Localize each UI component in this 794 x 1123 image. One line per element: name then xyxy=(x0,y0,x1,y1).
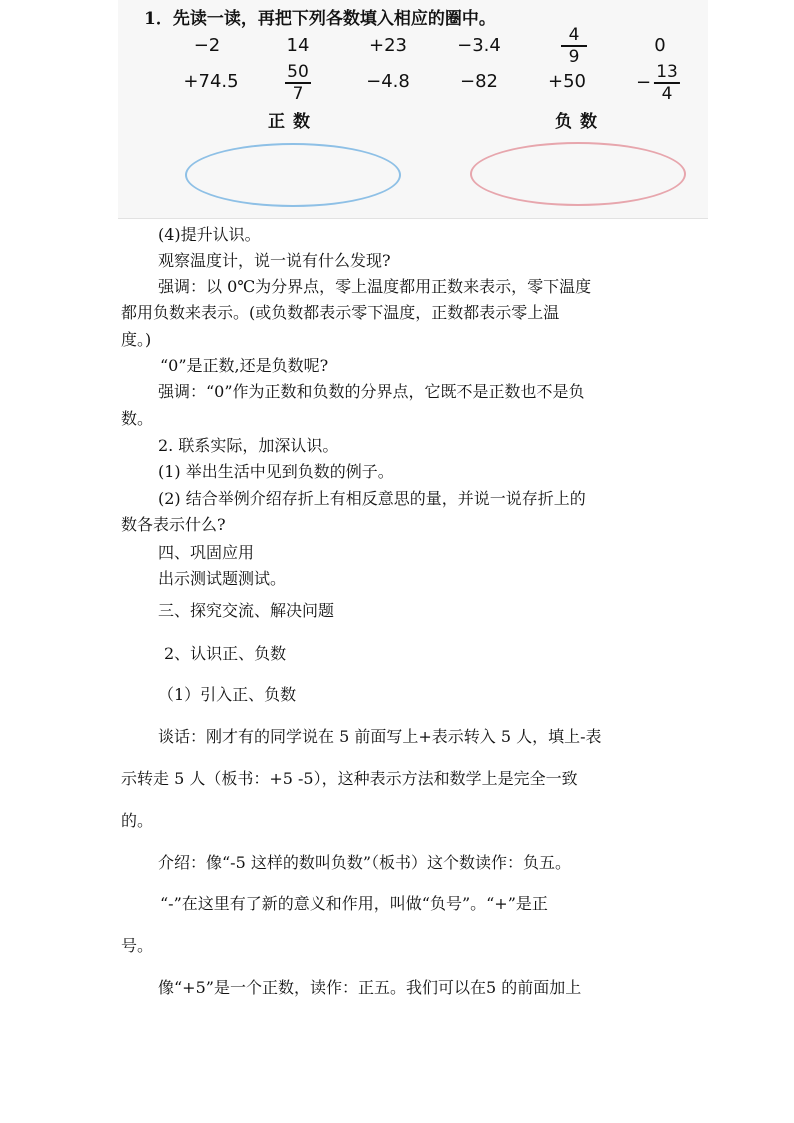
number-item: +50 xyxy=(548,71,586,92)
text-line: (1) 举出生活中见到负数的例子。 xyxy=(158,462,394,481)
number-item: 14 xyxy=(286,35,310,56)
text-line: 强调：“0”作为正数和负数的分界点，它既不是正数也不是负 xyxy=(158,382,585,401)
text-line: 示转走 5 人（板书：+5 -5），这种表示方法和数学上是完全一致 xyxy=(121,769,578,788)
exercise-image xyxy=(118,0,708,219)
negative-label: 负数 xyxy=(555,112,605,132)
text-line: 度。) xyxy=(121,330,152,349)
text-line: 数各表示什么? xyxy=(121,515,226,534)
number-item: −82 xyxy=(460,71,498,92)
fraction-item xyxy=(636,63,680,103)
fraction-denominator: 9 xyxy=(568,46,580,67)
text-line: 谈话：刚才有的同学说在 5 前面写上+表示转入 5 人，填上-表 xyxy=(158,727,602,746)
positive-circle xyxy=(185,143,401,207)
text-line: 出示测试题测试。 xyxy=(158,569,287,588)
fraction-item xyxy=(561,26,587,66)
text-line: （1）引入正、负数 xyxy=(158,685,297,704)
text-line: 都用负数来表示。(或负数都表示零下温度，正数都表示零上温 xyxy=(121,303,560,322)
text-line: 三、探究交流、解决问题 xyxy=(158,601,335,620)
fraction-denominator: 4 xyxy=(661,83,673,104)
text-line: “0”是正数,还是负数呢? xyxy=(160,356,329,375)
text-line: 介绍：像“-5 这样的数叫负数”（板书）这个数读作：负五。 xyxy=(158,853,572,872)
text-line: 观察温度计，说一说有什么发现? xyxy=(158,251,391,270)
number-item: +74.5 xyxy=(183,71,239,92)
fraction-denominator: 7 xyxy=(292,83,304,104)
number-item: 0 xyxy=(654,35,666,56)
number-item: −2 xyxy=(193,35,221,56)
fraction-numerator: 4 xyxy=(568,25,580,45)
number-item: −3.4 xyxy=(457,35,501,56)
number-item: −4.8 xyxy=(366,71,410,92)
text-line: 强调：以 0℃为分界点，零上温度都用正数来表示，零下温度 xyxy=(158,277,592,296)
text-line: 2. 联系实际，加深认识。 xyxy=(158,436,339,455)
text-line: “-”在这里有了新的意义和作用，叫做“负号”。“+”是正 xyxy=(160,894,548,913)
text-line: (2) 结合举例介绍存折上有相反意思的量，并说一说存折上的 xyxy=(158,489,586,508)
text-line: 数。 xyxy=(121,409,154,428)
text-line: 号。 xyxy=(121,936,154,955)
text-line: (4)提升认识。 xyxy=(158,225,261,244)
text-line: 四、巩固应用 xyxy=(158,543,255,562)
fraction-sign: − xyxy=(635,72,652,94)
fraction-numerator: 13 xyxy=(656,62,678,82)
text-line: 的。 xyxy=(121,811,154,830)
number-item: +23 xyxy=(369,35,407,56)
text-line: 像“+5”是一个正数，读作：正五。我们可以在5 的前面加上 xyxy=(158,978,582,997)
exercise-title: 1．先读一读，再把下列各数填入相应的圈中。 xyxy=(144,9,496,29)
fraction-numerator: 50 xyxy=(287,62,309,82)
fraction-item xyxy=(285,63,311,103)
positive-label: 正数 xyxy=(268,112,318,132)
negative-circle xyxy=(470,142,686,206)
text-line: 2、认识正、负数 xyxy=(164,644,287,663)
